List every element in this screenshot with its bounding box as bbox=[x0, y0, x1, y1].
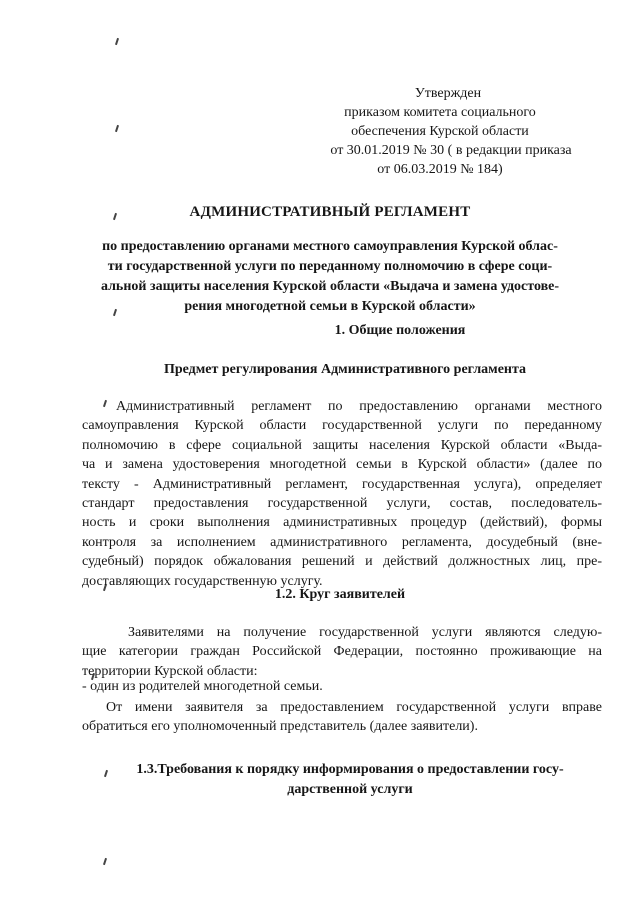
document-subtitle bbox=[86, 237, 574, 317]
section-heading bbox=[100, 760, 600, 800]
approval-line: от 06.03.2019 № 184) bbox=[377, 162, 503, 177]
paragraph-line: судебный) порядок обжалования решений и действий должностных лиц, пре- bbox=[82, 554, 602, 570]
scan-mark bbox=[115, 38, 119, 45]
section-subheading: Предмет регулирования Административного регламента bbox=[163, 362, 527, 377]
paragraph bbox=[82, 623, 602, 681]
paragraph-line: Административный регламент по предоставлению органами местного bbox=[116, 399, 602, 414]
heading-line: 1.3.Требования к порядку информирования о предоставлении госу- bbox=[136, 762, 564, 777]
subtitle-line: альной защиты населения Курской области «Выдача и замена удостове- bbox=[100, 279, 560, 294]
paragraph-line: ча и замена удостоверения многодетной семьи в Курской области» (далее по bbox=[82, 457, 602, 473]
subtitle-line: по предоставлению органами местного самоуправления Курской облас- bbox=[102, 239, 558, 254]
paragraph-line: полномочию в сфере социальной защиты населения Курской области «Выда- bbox=[82, 437, 602, 453]
list-item: - один из родителей многодетной семьи. bbox=[82, 679, 323, 694]
paragraph-line: От имени заявителя за предоставлением государственной услуги вправе bbox=[106, 700, 602, 715]
subtitle-line: рения многодетной семьи в Курской области» bbox=[184, 299, 476, 314]
scan-mark bbox=[103, 858, 107, 865]
approval-block bbox=[300, 84, 580, 179]
paragraph-line: самоуправления Курской области государственной услуги по переданному bbox=[82, 418, 602, 434]
paragraph-line: доставляющих государственную услугу. bbox=[82, 573, 323, 589]
scan-mark bbox=[115, 125, 119, 132]
approval-line: обеспечения Курской области bbox=[351, 124, 529, 139]
document-title: АДМИНИСТРАТИВНЫЙ РЕГЛАМЕНТ bbox=[189, 204, 471, 220]
approval-line: приказом комитета социального bbox=[344, 105, 536, 120]
section-heading: 1.2. Круг заявителей bbox=[274, 587, 406, 602]
approval-line: от 30.01.2019 № 30 ( в редакции приказа bbox=[330, 143, 572, 158]
paragraph bbox=[82, 397, 602, 591]
paragraph-line: стандарт предоставления государственной услуги, состав, последователь- bbox=[82, 496, 602, 512]
approval-line: Утвержден bbox=[414, 86, 482, 101]
paragraph-line: ность и сроки выполнения административных процедур (действий), формы bbox=[82, 515, 602, 531]
paragraph-line: обратиться его уполномоченный представитель (далее заявители). bbox=[82, 719, 478, 735]
heading-line: дарственной услуги bbox=[287, 782, 413, 797]
paragraph-line: территории Курской области: bbox=[82, 663, 258, 679]
paragraph-line: Заявителями на получение государственной услуги являются следую- bbox=[128, 625, 602, 640]
subtitle-line: ти государственной услуги по переданному полномочию в сфере соци- bbox=[107, 259, 553, 274]
paragraph bbox=[82, 698, 602, 737]
section-heading: 1. Общие положения bbox=[334, 323, 466, 338]
paragraph-line: щие категории граждан Российской Федерации, постоянно проживающие на bbox=[82, 644, 602, 660]
paragraph-line: контроля за исполнением административного регламента, досудебный (вне- bbox=[82, 534, 602, 550]
paragraph-line: тексту - Административный регламент, государственная услуга), определяет bbox=[82, 476, 602, 492]
